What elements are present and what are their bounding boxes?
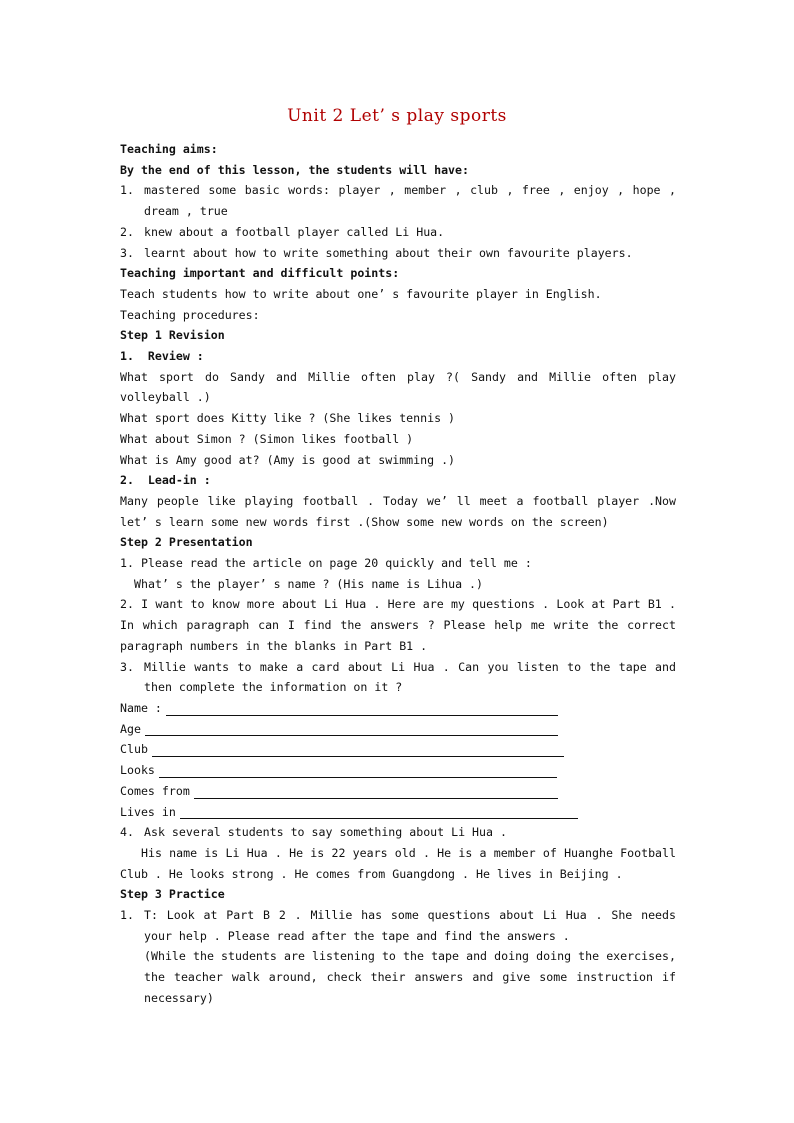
aims-intro: By the end of this lesson, the students will have:: [120, 162, 470, 177]
aim-number: 3.: [120, 245, 134, 260]
aim-number: 1.: [120, 183, 134, 198]
step2-item3-text: Millie wants to make a card about Li Hua . Can you listen to the tape and then complete the information on it ?: [144, 659, 676, 695]
card-field-club: [120, 739, 676, 760]
points-text: Teach students how to write about one’ s favourite player in English.: [120, 286, 602, 301]
step2-item1-answer: What’ s the player’ s name ? (His name is Lihua .): [134, 576, 484, 591]
review-line: What is Amy good at? (Amy is good at swimming .): [120, 452, 456, 467]
step3-item1: [120, 905, 676, 946]
review-line: What about Simon ? (Simon likes football ): [120, 431, 414, 446]
document-body: [120, 139, 676, 1009]
points-heading: Teaching important and difficult points:: [120, 266, 400, 281]
aim-text: knew about a football player called Li Hua.: [144, 224, 445, 239]
card-field-lives-in: [120, 802, 676, 823]
field-label: Age: [120, 721, 141, 736]
field-label: Lives in: [120, 804, 176, 819]
step2-heading: Step 2 Presentation: [120, 535, 253, 550]
aim-text: mastered some basic words: player , member , club , free , enjoy , hope , dream , true: [144, 183, 676, 219]
card-field-age: [120, 719, 676, 740]
card-field-looks: [120, 760, 676, 781]
step2-item4-text: Ask several students to say something about Li Hua .: [144, 825, 507, 840]
step1-heading: Step 1 Revision: [120, 328, 225, 343]
step2-item4: [120, 822, 676, 843]
step3-item1-note: (While the students are listening to the tape and doing doing the exercises, the teacher walk around, check their answers and give some instruction if necessary): [144, 949, 676, 1005]
field-label: Comes from: [120, 783, 190, 798]
card-field-comes-from: [120, 781, 676, 802]
blank-line[interactable]: [166, 700, 558, 716]
step3-item1-text: T: Look at Part B 2 . Millie has some questions about Li Hua . She needs your help . Please read after the tape and find the answers .: [144, 908, 676, 943]
blank-line[interactable]: [152, 741, 564, 757]
aim-item: [120, 243, 676, 264]
review-line: What sport do Sandy and Millie often play ?( Sandy and Millie often play volleyball .): [120, 369, 676, 405]
blank-line[interactable]: [159, 762, 557, 778]
field-label: Looks: [120, 763, 155, 778]
aim-item: [120, 222, 676, 243]
leadin-text: Many people like playing football . Today we’ ll meet a football player .Now let’ s learn some new words first .(Show some new words on the screen): [120, 493, 676, 529]
step2-item3-number: 3.: [120, 659, 134, 674]
step3-item1-number: 1.: [120, 908, 134, 923]
step2-item1: 1. Please read the article on page 20 quickly and tell me :: [120, 556, 532, 571]
aim-text: learnt about how to write something about their own favourite players.: [144, 245, 633, 260]
review-line: What sport does Kitty like ? (She likes tennis ): [120, 411, 456, 426]
step2-item4-number: 4.: [120, 825, 134, 840]
card-field-name: [120, 698, 676, 719]
procedures-heading: Teaching procedures:: [120, 307, 260, 322]
document-title: Unit 2 Let’ s play sports: [287, 106, 507, 126]
aims-heading: Teaching aims:: [120, 142, 218, 156]
aim-item: [120, 180, 676, 221]
review-heading: 1. Review :: [120, 349, 204, 364]
field-label: Club: [120, 742, 148, 757]
blank-line[interactable]: [145, 720, 558, 736]
step2-item3: [120, 657, 676, 698]
step2-item2: 2. I want to know more about Li Hua . Here are my questions . Look at Part B1 . In which paragraph can I find the answers ? Please help me write the correct paragraph numbers in the blanks in Part B1 .: [120, 597, 676, 653]
blank-line[interactable]: [180, 803, 578, 819]
step2-item4-answer: His name is Li Hua . He is 22 years old . He is a member of Huanghe Football Club . He looks strong . He comes from Guangdong . He lives in Beijing .: [120, 845, 676, 881]
aim-number: 2.: [120, 224, 134, 239]
step3-heading: Step 3 Practice: [120, 887, 225, 902]
field-label: Name :: [120, 700, 162, 715]
leadin-heading: 2. Lead-in :: [120, 473, 211, 488]
blank-line[interactable]: [194, 783, 558, 799]
